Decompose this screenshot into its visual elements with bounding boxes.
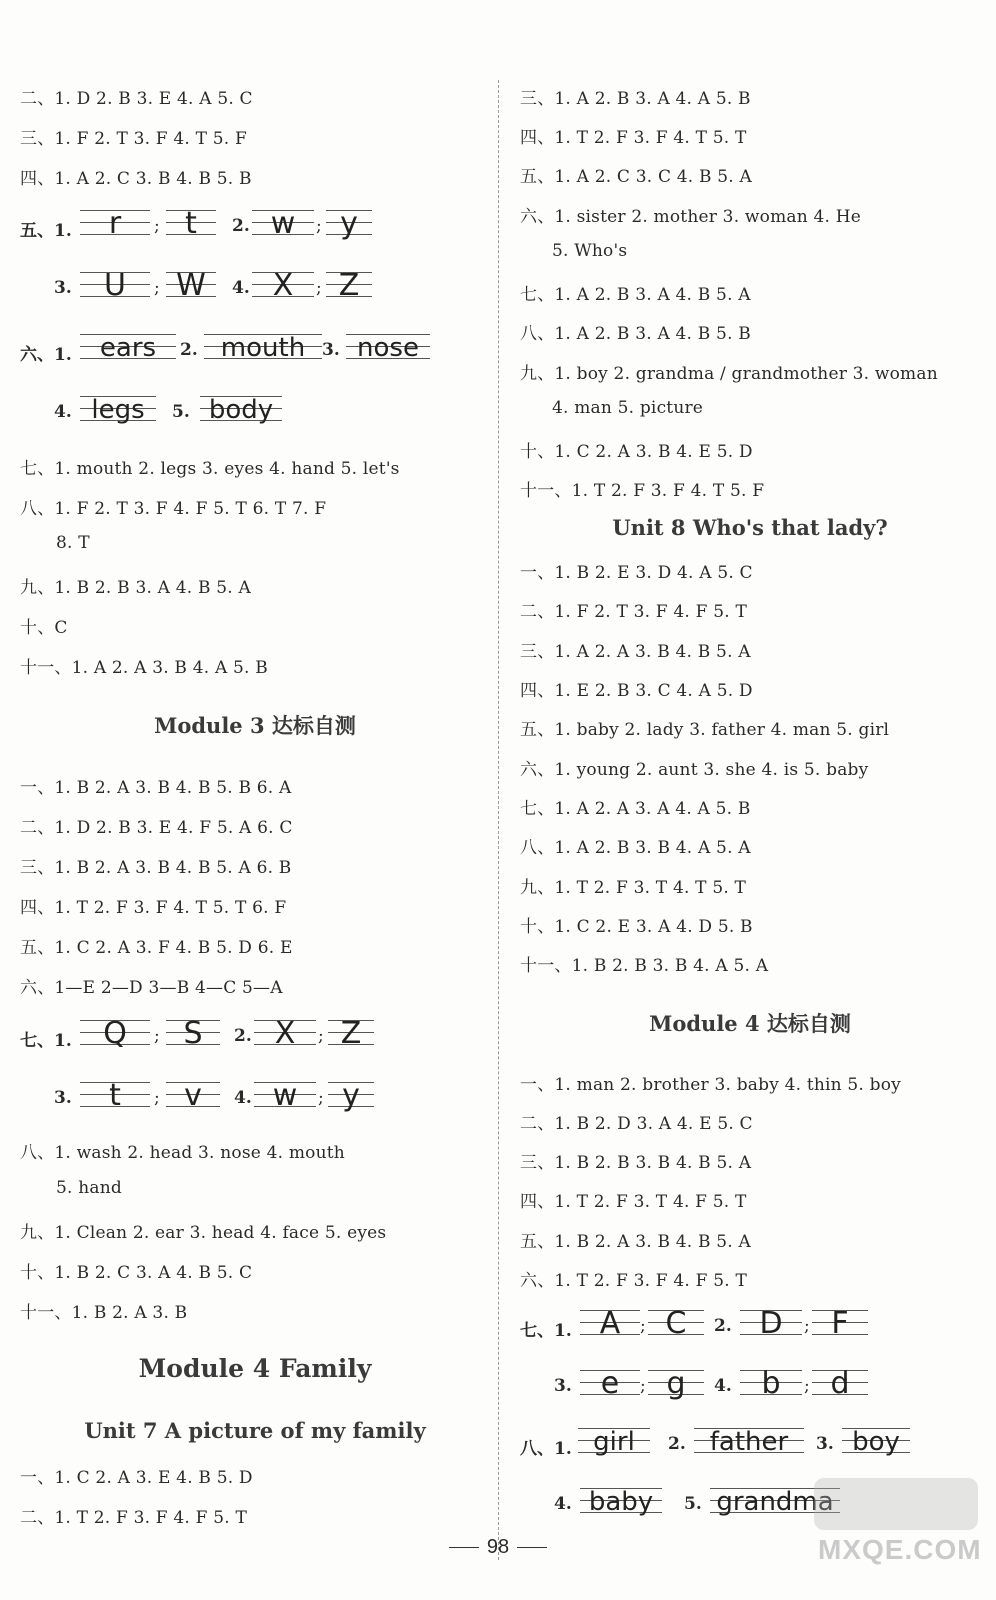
question-number: 3. [816, 1434, 834, 1454]
answer-row: 一、1. B 2. E 3. D 4. A 5. C [520, 563, 753, 583]
handwritten-letter: w [272, 1078, 298, 1113]
unit-title: Unit 7 A picture of my family [84, 1418, 426, 1443]
answer-row: 一、1. B 2. A 3. B 4. B 5. B 6. A [20, 778, 292, 798]
writing-lines [80, 392, 156, 432]
answer-row: 八、1. A 2. B 3. A 4. B 5. B [520, 324, 751, 344]
writing-lines [80, 330, 176, 370]
handwritten-letter: v [184, 1078, 202, 1113]
writing-lines [580, 1306, 640, 1346]
dash-left [449, 1547, 479, 1548]
question-number: 3. [554, 1376, 572, 1396]
handwritten-letter: F [831, 1306, 849, 1341]
separator: ; [640, 1316, 646, 1336]
writing-lines [326, 206, 372, 246]
handwritten-letter: X [274, 1016, 296, 1051]
handwritten-letter: Z [338, 268, 360, 303]
writing-lines [166, 1078, 220, 1118]
answer-row: 二、1. D 2. B 3. E 4. A 5. C [20, 89, 253, 109]
handwritten-letter: b [761, 1366, 781, 1401]
answer-row: 三、1. F 2. T 3. F 4. T 5. F [20, 129, 247, 149]
answer-row: 三、1. A 2. A 3. B 4. B 5. A [520, 642, 751, 662]
writing-lines [648, 1366, 704, 1406]
module-title: Module 4 Family [138, 1354, 372, 1383]
writing-lines [200, 392, 282, 432]
question-number: 3. [54, 1088, 72, 1108]
unit-title: Unit 8 Who's that lady? [612, 515, 888, 540]
handwritten-letter: W [176, 268, 206, 303]
handwritten-letter: Z [340, 1016, 362, 1051]
question-number: 2. [180, 340, 198, 360]
question-number: 2. [668, 1434, 686, 1454]
handwritten-word: boy [852, 1427, 900, 1457]
answer-row: 8. T [56, 533, 90, 553]
writing-lines [166, 1016, 220, 1056]
question-number: 4. [54, 402, 72, 422]
answer-row: 七、1. A 2. A 3. A 4. A 5. B [520, 799, 751, 819]
writing-lines [740, 1366, 802, 1406]
writing-lines [740, 1306, 802, 1346]
handwritten-letter: r [108, 206, 122, 241]
separator: ; [154, 1088, 160, 1108]
handwritten-word: grandma [716, 1487, 834, 1517]
handwritten-letter: U [104, 268, 126, 303]
writing-lines [252, 206, 314, 246]
handwritten-word: legs [91, 395, 145, 425]
writing-lines [648, 1306, 704, 1346]
separator: ; [318, 1088, 324, 1108]
answer-row: 一、1. man 2. brother 3. baby 4. thin 5. boy [520, 1075, 901, 1095]
answer-row: 五、1. baby 2. lady 3. father 4. man 5. girl [520, 720, 890, 740]
handwritten-word: ears [99, 333, 157, 363]
answer-row: 五、1. C 2. A 3. F 4. B 5. D 6. E [20, 938, 293, 958]
answer-row: 七、1. mouth 2. legs 3. eyes 4. hand 5. let's [20, 459, 400, 479]
writing-lines [578, 1424, 650, 1464]
answer-row: 九、1. Clean 2. ear 3. head 4. face 5. eyes [20, 1223, 387, 1243]
handwritten-word: nose [357, 333, 419, 363]
writing-lines [812, 1306, 868, 1346]
writing-lines [166, 206, 216, 246]
answer-row: 十一、1. A 2. A 3. B 4. A 5. B [20, 658, 268, 678]
watermark [810, 1478, 980, 1568]
answer-row: 三、1. A 2. B 3. A 4. A 5. B [520, 89, 751, 109]
column-divider [498, 80, 499, 1560]
page-number-text: 98 [486, 1536, 510, 1558]
separator: ; [316, 278, 322, 298]
writing-lines [80, 1016, 150, 1056]
question-number: 七、1. [520, 1321, 572, 1341]
separator: ; [154, 216, 160, 236]
handwritten-letter: t [109, 1078, 121, 1113]
answer-row: 十、1. C 2. E 3. A 4. D 5. B [520, 917, 753, 937]
handwritten-letter: t [185, 206, 197, 241]
answer-row: 二、1. F 2. T 3. F 4. F 5. T [520, 602, 747, 622]
handwritten-letter: C [665, 1306, 687, 1341]
answer-row: 十一、1. B 2. A 3. B [20, 1303, 188, 1323]
writing-lines [252, 268, 314, 308]
handwritten-word: father [709, 1427, 789, 1457]
answer-row: 九、1. T 2. F 3. T 4. T 5. T [520, 878, 747, 898]
answer-row: 二、1. D 2. B 3. E 4. F 5. A 6. C [20, 818, 293, 838]
handwritten-letter: d [830, 1366, 850, 1401]
writing-lines [580, 1484, 662, 1524]
writing-lines [328, 1016, 374, 1056]
separator: ; [640, 1376, 646, 1396]
answer-row: 八、1. wash 2. head 3. nose 4. mouth [20, 1143, 345, 1163]
answer-row: 四、1. E 2. B 3. C 4. A 5. D [520, 681, 753, 701]
section-heading: Module 3 达标自测 [154, 713, 356, 738]
answer-row: 四、1. T 2. F 3. T 4. F 5. T [520, 1192, 747, 1212]
answer-row: 十、1. C 2. A 3. B 4. E 5. D [520, 442, 753, 462]
answer-row: 六、1. T 2. F 3. F 4. F 5. T [520, 1271, 747, 1291]
question-number: 3. [54, 278, 72, 298]
question-number: 八、1. [520, 1439, 572, 1459]
answer-row: 十、1. B 2. C 3. A 4. B 5. C [20, 1263, 253, 1283]
separator: ; [804, 1316, 810, 1336]
question-number: 六、1. [20, 345, 72, 365]
handwritten-letter: y [340, 206, 358, 241]
separator: ; [318, 1026, 324, 1046]
answer-row: 三、1. B 2. B 3. B 4. B 5. A [520, 1153, 752, 1173]
answer-row: 八、1. A 2. B 3. B 4. A 5. A [520, 838, 751, 858]
question-number: 2. [232, 216, 250, 236]
answer-row: 六、1. sister 2. mother 3. woman 4. He [520, 207, 862, 227]
writing-lines [580, 1366, 640, 1406]
handwritten-letter: w [270, 206, 296, 241]
writing-lines [812, 1366, 868, 1406]
writing-lines [80, 206, 150, 246]
answer-row: 十一、1. B 2. B 3. B 4. A 5. A [520, 956, 769, 976]
answer-row: 七、1. A 2. B 3. A 4. B 5. A [520, 285, 751, 305]
question-number: 2. [714, 1316, 732, 1336]
writing-lines [80, 1078, 150, 1118]
answer-row: 六、1—E 2—D 3—B 4—C 5—A [20, 978, 283, 998]
answer-row: 四、1. T 2. F 3. F 4. T 5. T [520, 128, 747, 148]
writing-lines [328, 1078, 374, 1118]
watermark-logo [814, 1478, 978, 1530]
writing-lines [166, 268, 216, 308]
answer-row: 十一、1. T 2. F 3. F 4. T 5. F [520, 481, 765, 501]
answer-row: 二、1. B 2. D 3. A 4. E 5. C [520, 1114, 753, 1134]
question-number: 4. [232, 278, 250, 298]
answer-row: 六、1. young 2. aunt 3. she 4. is 5. baby [520, 760, 869, 780]
question-number: 3. [322, 340, 340, 360]
handwritten-letter: A [599, 1306, 621, 1341]
writing-lines [842, 1424, 910, 1464]
question-number: 4. [554, 1494, 572, 1514]
answer-row: 一、1. C 2. A 3. E 4. B 5. D [20, 1468, 253, 1488]
answer-row: 十、C [20, 618, 68, 638]
question-number: 4. [234, 1088, 252, 1108]
answer-row: 二、1. T 2. F 3. F 4. F 5. T [20, 1508, 247, 1528]
question-number: 2. [234, 1026, 252, 1046]
answer-row: 4. man 5. picture [552, 398, 704, 418]
handwritten-letter: S [183, 1016, 203, 1051]
handwritten-letter: g [666, 1366, 686, 1401]
writing-lines [80, 268, 150, 308]
answer-row: 八、1. F 2. T 3. F 4. F 5. T 6. T 7. F [20, 499, 327, 519]
answer-row: 四、1. A 2. C 3. B 4. B 5. B [20, 169, 252, 189]
handwritten-letter: y [342, 1078, 360, 1113]
answer-row: 五、1. A 2. C 3. C 4. B 5. A [520, 167, 752, 187]
answer-row: 九、1. boy 2. grandma / grandmother 3. woman [520, 364, 938, 384]
separator: ; [154, 1026, 160, 1046]
answer-row: 四、1. T 2. F 3. F 4. T 5. T 6. F [20, 898, 287, 918]
answer-row: 五、1. B 2. A 3. B 4. B 5. A [520, 1232, 751, 1252]
writing-lines [346, 330, 430, 370]
question-number: 4. [714, 1376, 732, 1396]
watermark-text: MXQE.COM [818, 1534, 982, 1565]
writing-lines [694, 1424, 804, 1464]
separator: ; [804, 1376, 810, 1396]
dash-right [517, 1547, 547, 1548]
section-heading: Module 4 达标自测 [649, 1011, 851, 1036]
answer-row: 九、1. B 2. B 3. A 4. B 5. A [20, 578, 251, 598]
question-number: 七、1. [20, 1031, 72, 1051]
handwritten-word: baby [588, 1487, 654, 1517]
answer-row: 5. Who's [552, 241, 628, 261]
question-number: 5. [684, 1494, 702, 1514]
writing-lines [326, 268, 372, 308]
question-number: 五、1. [20, 221, 72, 241]
handwritten-word: body [208, 395, 274, 425]
handwritten-letter: D [759, 1306, 783, 1341]
handwritten-letter: Q [103, 1016, 127, 1051]
handwritten-letter: X [272, 268, 294, 303]
handwritten-word: mouth [220, 333, 306, 363]
writing-lines [204, 330, 322, 370]
question-number: 5. [172, 402, 190, 422]
answer-row: 5. hand [56, 1178, 122, 1198]
separator: ; [316, 216, 322, 236]
handwritten-letter: e [600, 1366, 620, 1401]
writing-lines [254, 1016, 316, 1056]
handwritten-word: girl [593, 1427, 635, 1457]
answer-row: 三、1. B 2. A 3. B 4. B 5. A 6. B [20, 858, 292, 878]
writing-lines [254, 1078, 316, 1118]
separator: ; [154, 278, 160, 298]
